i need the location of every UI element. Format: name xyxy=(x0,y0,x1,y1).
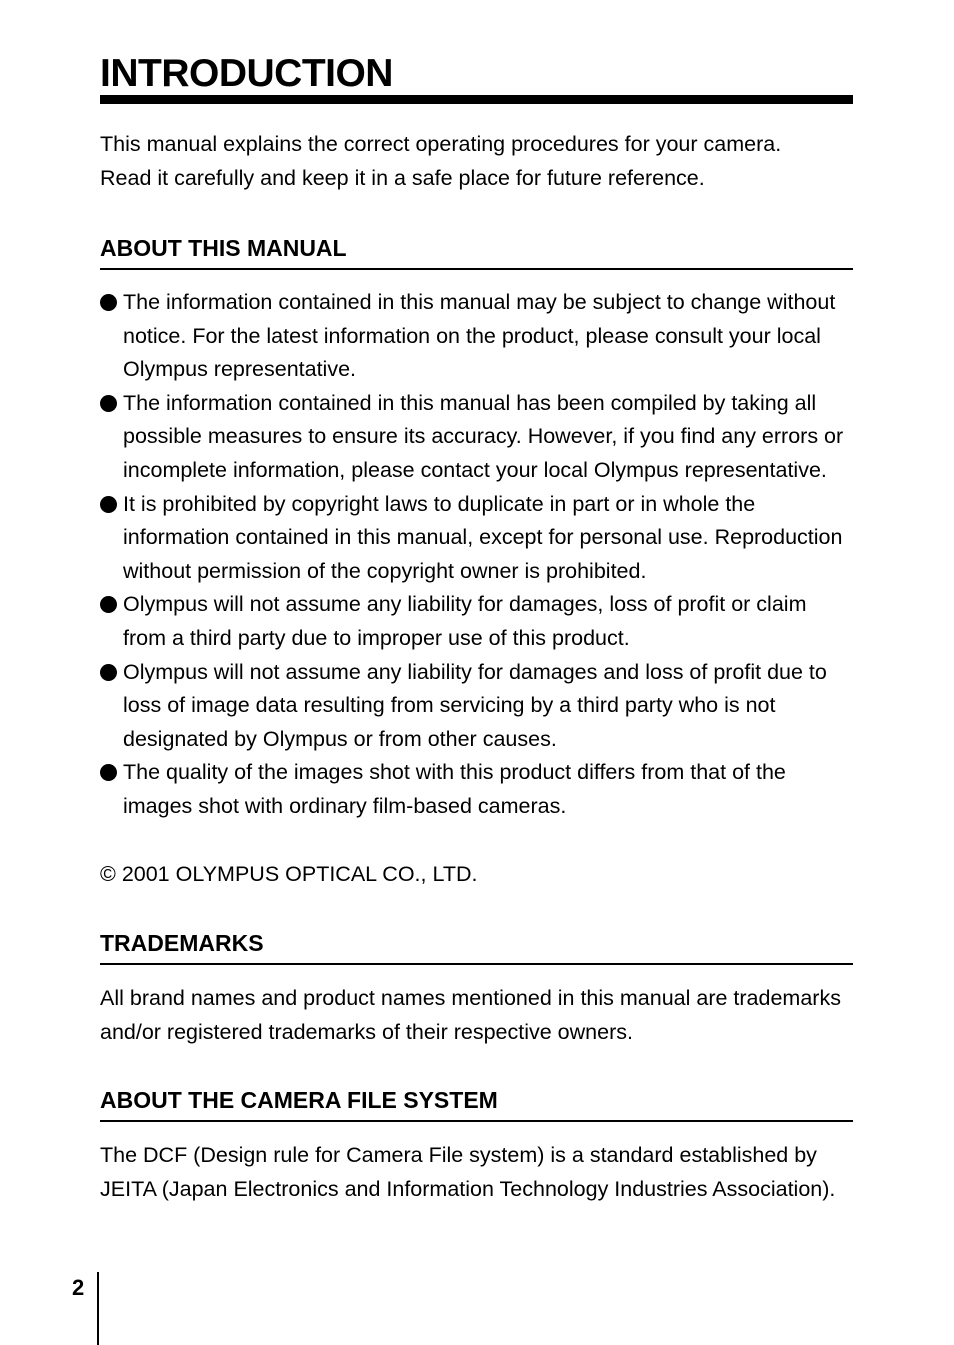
copyright-notice: © 2001 OLYMPUS OPTICAL CO., LTD. xyxy=(100,862,478,886)
about-manual-rule xyxy=(100,268,853,270)
trademarks-paragraph: All brand names and product names mentioned in this manual are trademarks and/or registered trademarks of their respective owners. xyxy=(100,986,841,1044)
list-item-text: Olympus will not assume any liability for damages, loss of profit or claim from a third party due to improper use of this product. xyxy=(123,592,807,650)
list-item xyxy=(100,488,853,589)
title-underline xyxy=(100,95,853,104)
about-manual-list xyxy=(100,286,853,824)
page-title: INTRODUCTION xyxy=(100,52,393,95)
list-item-text: It is prohibited by copyright laws to duplicate in part or in whole the information contained in this manual, except for personal use. Reproduction without permission of the copyright owner is prohibited. xyxy=(123,491,843,583)
about-manual-heading: ABOUT THIS MANUAL xyxy=(100,235,347,261)
trademarks-rule xyxy=(100,963,853,965)
list-item xyxy=(100,387,853,488)
list-item xyxy=(100,756,853,823)
intro-paragraph xyxy=(100,128,853,195)
bullet-icon xyxy=(100,596,117,613)
camera-file-system-heading: ABOUT THE CAMERA FILE SYSTEM xyxy=(100,1087,498,1113)
bullet-icon xyxy=(100,294,117,311)
list-item xyxy=(100,286,853,387)
camera-file-system-paragraph: The DCF (Design rule for Camera File system) is a standard established by JEITA (Japan Electronics and Information Technology Industries Association). xyxy=(100,1143,836,1201)
list-item xyxy=(100,588,853,655)
page-number-rule xyxy=(97,1272,99,1345)
intro-line-2: Read it carefully and keep it in a safe place for future reference. xyxy=(100,165,705,190)
trademarks-heading: TRADEMARKS xyxy=(100,930,264,956)
camera-file-system-rule xyxy=(100,1120,853,1122)
list-item xyxy=(100,656,853,757)
intro-line-1: This manual explains the correct operating procedures for your camera. xyxy=(100,132,782,156)
bullet-icon xyxy=(100,395,117,412)
bullet-icon xyxy=(100,496,117,513)
list-item-text: The quality of the images shot with this product differs from that of the images shot with ordinary film-based cameras. xyxy=(123,760,786,818)
page-number: 2 xyxy=(72,1275,85,1300)
bullet-icon xyxy=(100,764,117,781)
list-item-text: The information contained in this manual has been compiled by taking all possible measures to ensure its accuracy. However, if you find any errors or incomplete information, please contact your local Olympus representative. xyxy=(123,390,844,482)
bullet-icon xyxy=(100,664,117,681)
list-item-text: The information contained in this manual may be subject to change without notice. For the latest information on the product, please consult your local Olympus representative. xyxy=(123,290,836,382)
list-item-text: Olympus will not assume any liability for damages and loss of profit due to loss of image data resulting from servicing by a third party who is not designated by Olympus or from other causes. xyxy=(123,659,827,751)
